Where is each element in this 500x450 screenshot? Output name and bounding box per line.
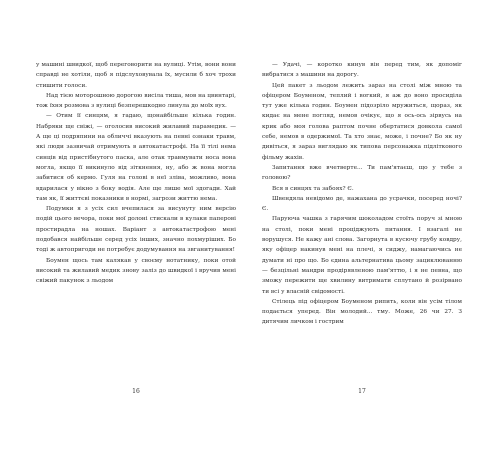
paragraph: — Отим її синцям, я гадаю, щонайбільше кілька годин. Набряки ще свіжі, — оголосив високий жилавий парамедик. — А ще ці подряпини на обличчі вказують на певні ознаки травм, які люди зазвичай отримують в автокатастрофі. На її тілі нема синців від пристібнутого паска, але отак травмувати носа вона могла, якщо її викинуло від зіткнення, ну, або ж вона могла забитися об кермо. Гуля на голові в неї зліва, можливо, вона вдарилася у вікно з боку водія. Але ще лише мої здогади. Хай там як, її життєві показники в нормі, загрози життю нема. <box>36 113 236 202</box>
paragraph: Швендяла невідомо де, нажахана до усрачки, посеред ночі? Є. <box>262 195 462 213</box>
left-page <box>36 60 236 432</box>
paragraph: Стілець під офіцером Боуменом рипить, коли він усім тілом подається уперед. Він молодий... тму. Може, 26 чи 27. З дитячим личком і гострим <box>262 298 462 326</box>
right-page-text <box>262 60 462 328</box>
right-page <box>262 60 462 432</box>
paragraph: Над тією моторошною дорогою висіла тиша, мов на цвинтарі, тож їхня розмова з вулиці безперешкодно линула до моїх вух. <box>36 92 236 110</box>
paragraph: у машині швидкої, щоб переговорити на вулиці. Утім, вони вони справді не хотіли, щоб я підслуховувала їх, мусили б хоч трохи стишити голоси. <box>36 62 236 89</box>
paragraph: Подумки я з усіх сил вчепилася за висунуту ним версію подій цього вечора, поки мої долоні стискали в кулаки паперові простирадла на ношах. Варіант з автокатастрофою мені подобався найбільше серед усіх інших, значно похмуріших. Бо тоді ж автопригоди не потребує додумування на звганитування! <box>36 206 236 254</box>
paragraph: Паруюча чашка з гарячим шоколадом стоїть поруч зі мною на столі, поки мені проціджують питання. І взагалі не ворушуся. Не кажу ані слова. Загорнута в кусючу грубу ковдру, яку офіцер накинув мені на плечі, я сиджу, намагаючись не думати ні про що. Бо єдина альтернатива цьому зациклюванню — безцільні мандри продірявленою пам'яттю, і я не певна, що зможу пережити ще хвилину витримати сплутано й розірвано ти всі у власній свідомості. <box>262 216 462 295</box>
paragraph: Запитання вже вчетверте... Ти пам'ятаєш, що у тебе з головою? <box>262 164 462 182</box>
left-page-text <box>36 60 236 287</box>
page-number: 17 <box>358 388 366 395</box>
paragraph: — Удачі, — коротко кинув він перед тим, як допоміг вибратися з машини на дорогу. <box>262 62 462 79</box>
paragraph: Цей пакет з льодом лежить зараз на столі між мною та офіцером Боуменом, теплий і вогкий, я аж до воно просиділа тут уже кілька годин. Боумен підозріло мружиться, щораз, як кидає на мене погляд, немов очікує, що я ось-ось зірвусь на крик або моя голова раптом почне обертатися довкола самої себе, немов в одержимої. Та хто знає, може, і почне? Бо як ну дивіться, я зараз виглядаю як типова персонажка підліткового фільму жахів. <box>262 82 462 161</box>
paragraph: Боумен щось там калякав у своєму нотатнику, поки отой високий та жилавий медик знову заліз до швидкої і вручив мені свіжий пакунок з льодом <box>36 257 236 285</box>
paragraph: Вся в синцях та забоях? Є. <box>272 185 354 192</box>
page-number: 16 <box>132 388 140 395</box>
